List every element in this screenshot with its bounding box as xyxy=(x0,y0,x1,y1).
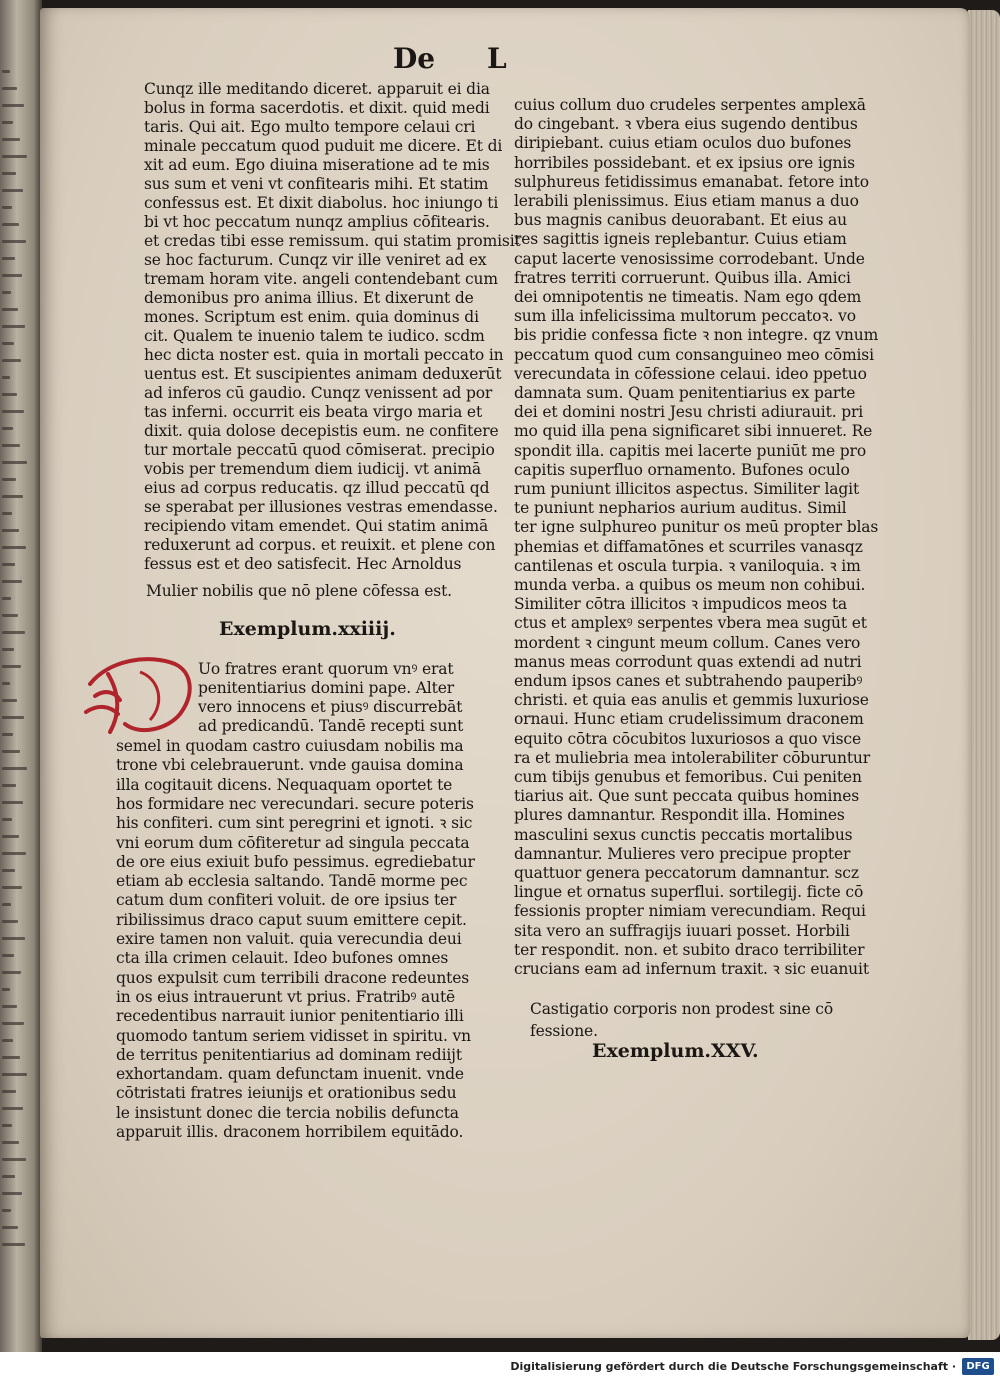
text-line: caput lacerte venosissime corrodebant. Unde xyxy=(514,249,865,268)
page-stack-edge xyxy=(968,10,1000,1340)
previous-page-text-fragment xyxy=(2,478,16,481)
text-line: tiarius ait. Que sunt peccata quibus homines xyxy=(514,787,860,806)
previous-page-text-fragment xyxy=(2,444,20,447)
previous-page-text-fragment xyxy=(2,427,13,430)
text-line: res sagittis igneis replebantur. Cuius etiam xyxy=(514,230,847,249)
previous-page-text-fragment xyxy=(2,733,13,736)
previous-page-text-fragment xyxy=(2,1022,24,1025)
footer-bar xyxy=(0,1352,1000,1383)
text-line: vero innocens et piusꝰ discurrebāt xyxy=(198,698,463,716)
previous-page-text-fragment xyxy=(2,1192,22,1195)
text-line: fratres territi corruerunt. Quibus illa. Amici xyxy=(514,268,851,287)
previous-page-text-fragment xyxy=(2,1073,27,1076)
decorated-initial xyxy=(80,654,200,736)
previous-page-text-fragment xyxy=(2,767,27,770)
previous-page-text-fragment xyxy=(2,563,15,566)
text-line: fessus est et deo satisfecit. Hec Arnoldus xyxy=(144,555,462,573)
previous-page-text-fragment xyxy=(2,1158,26,1161)
text-line: dixit. quia dolose decepistis eum. ne confitere xyxy=(144,422,499,440)
text-line: plures damnantur. Respondit illa. Homines xyxy=(514,806,845,825)
text-line: cantilenas et oscula turpia. ꝛ vaniloquia. ꝛ im xyxy=(514,556,861,575)
previous-page-text-fragment xyxy=(2,801,23,804)
text-line: bi vt hoc peccatum nunqz amplius cōfitearis. xyxy=(144,213,490,231)
text-line: eius ad corpus reducatis. qz illud peccatū qd xyxy=(144,479,490,497)
running-head-right: L xyxy=(487,42,507,75)
text-line: munda verba. a quibus os meum non cohibui. xyxy=(514,576,866,594)
previous-page-text-fragment xyxy=(2,138,20,141)
previous-page-text-fragment xyxy=(2,240,26,243)
previous-page-text-fragment xyxy=(2,155,27,158)
previous-page-text-fragment xyxy=(2,1090,16,1093)
previous-page-text-fragment xyxy=(2,699,17,702)
dfg-logo: DFG xyxy=(962,1358,994,1375)
previous-page-text-fragment xyxy=(2,954,14,957)
previous-page-text-fragment xyxy=(2,1175,15,1178)
text-line: tas inferni. occurrit eis beata virgo maria et xyxy=(144,403,483,421)
text-line: recipiendo vitam emendet. Qui statim animā xyxy=(144,517,489,535)
text-line: damnantur. Mulieres vero precipue propter xyxy=(514,844,851,863)
previous-page-text-fragment xyxy=(2,1243,25,1246)
text-line: sita vero an suffragijs iuuari posset. Horbili xyxy=(514,921,850,940)
text-line: fessionis propter nimiam verecundiam. Requi xyxy=(514,902,866,921)
previous-page-text-fragment xyxy=(2,257,15,260)
previous-page-text-fragment xyxy=(2,393,17,396)
text-line: crucians eam ad infernum traxit. ꝛ sic euanuit xyxy=(514,960,869,978)
exemplum-heading-25: Exemplum.XXV. xyxy=(592,1040,759,1062)
previous-page-text-fragment xyxy=(2,206,12,209)
text-line: le insistunt donec die tercia nobilis defuncta xyxy=(116,1103,459,1122)
previous-page-text-fragment xyxy=(2,376,10,379)
previous-page-text-fragment xyxy=(2,818,12,821)
previous-page-text-fragment xyxy=(2,1056,20,1059)
text-line: damnata sum. Quam penitentiarius ex parte xyxy=(514,384,856,402)
text-line: quattuor genera peccatorum damnantur. scz xyxy=(514,864,859,882)
text-line: confessus est. Et dixit diabolus. hoc iniungo ti xyxy=(144,194,499,212)
running-head-left: De xyxy=(393,42,436,75)
text-line: endum ipsos canes et subtrahendo pauperibꝰ xyxy=(514,672,863,690)
previous-page-text-fragment xyxy=(2,937,25,940)
text-line: bis pridie confessa ficte ꝛ non integre. qz vnum xyxy=(514,326,879,345)
previous-page-text-fragment xyxy=(2,784,16,787)
text-line: hec dicta noster est. quia in mortali peccato in xyxy=(144,346,504,364)
previous-page-text-fragment xyxy=(2,852,26,855)
text-line: spondit illa. capitis mei lacerte puniūt me pro xyxy=(514,441,867,460)
text-line: se hoc facturum. Cunqz vir ille veniret ad ex xyxy=(144,251,487,269)
previous-page-text-fragment xyxy=(2,291,11,294)
previous-page-text-fragment xyxy=(2,70,10,73)
text-line: ad predicandū. Tandē recepti sunt xyxy=(198,717,464,735)
previous-page-text-fragment xyxy=(2,121,13,124)
text-line: xit ad eum. Ego diuina miseratione ad te mis xyxy=(144,156,490,174)
text-line: penitentiarius domini pape. Alter xyxy=(198,679,454,697)
previous-page-text-fragment xyxy=(2,648,14,651)
text-line: catum dum confiteri voluit. de ore ipsius ter xyxy=(116,891,457,910)
text-line: capitis superfluo ornamento. Bufones oculo xyxy=(514,460,850,479)
previous-page-text-fragment xyxy=(2,1039,13,1042)
text-line: Cunqz ille meditando diceret. apparuit ei dia xyxy=(144,80,490,98)
previous-page-edge xyxy=(0,0,42,1352)
text-line: etiam ab ecclesia saltando. Tandē morme pec xyxy=(116,872,468,891)
previous-page-text-fragment xyxy=(2,410,24,413)
previous-page-text-fragment xyxy=(2,546,26,549)
previous-page-text-fragment xyxy=(2,631,25,634)
previous-page-text-fragment xyxy=(2,869,15,872)
text-line: sus sum et veni vt confitearis mihi. Et statim xyxy=(144,175,489,193)
previous-page-text-fragment xyxy=(2,682,10,685)
text-line: quos expulsit cum terribili dracone redeuntes xyxy=(116,968,470,987)
text-line: uentus est. Et suscipientes animam deduxerūt xyxy=(144,365,502,383)
previous-page-text-fragment xyxy=(2,87,17,90)
text-line: peccatum quod cum consanguineo meo cōmisi xyxy=(514,345,874,364)
text-line: taris. Qui ait. Ego multo tempore celaui cri xyxy=(144,118,476,136)
exemplum-heading-24: Exemplum.xxiiij. xyxy=(219,618,396,640)
text-line: cum tibijs genubus et femoribus. Cui peniten xyxy=(514,768,862,786)
text-line: se sperabat per illusiones vestras emendasse. xyxy=(144,498,498,516)
text-line: verecundata in cōfessione celaui. ideo ppetuo xyxy=(514,364,867,383)
text-line: hos formidare nec verecundari. secure poteris xyxy=(116,794,474,813)
text-line: et credas tibi esse remissum. qui statim promisit xyxy=(144,232,521,250)
footer-credit: Digitalisierung gefördert durch die Deutsche Forschungsgemeinschaft · xyxy=(510,1360,956,1373)
text-line: sulphureus fetidissimus emanabat. fetore into xyxy=(514,172,869,191)
previous-page-text-fragment xyxy=(2,172,16,175)
previous-page-text-fragment xyxy=(2,359,21,362)
text-line: phemias et diffamatōnes et scurriles vanasqz xyxy=(514,537,863,556)
text-line: exire tamen non valuit. quia verecundia deui xyxy=(116,930,462,948)
text-line: do cingebant. ꝛ vbera eius sugendo dentibus xyxy=(514,115,858,134)
previous-page-text-fragment xyxy=(2,1005,17,1008)
text-line: ctus et amplexꝰ serpentes vbera mea sugūt et xyxy=(514,614,867,633)
text-line: semel in quodam castro cuiusdam nobilis ma xyxy=(116,737,464,755)
text-line: diripiebant. cuius etiam oculos duo bufones xyxy=(514,134,852,153)
text-line: bolus in forma sacerdotis. et dixit. quid medi xyxy=(144,99,490,117)
text-line: te puniunt nepharios aurium auditus. Simil xyxy=(514,499,847,518)
text-line: ornaui. Hunc etiam crudelissimum draconem xyxy=(514,710,864,729)
text-line: cōtristati fratres ieiunijs et orationibus sedu xyxy=(116,1084,457,1103)
text-line: ra et muliebria mea intolerabiliter cōburuntur xyxy=(514,748,870,767)
text-line: equito cōtra cōcubitos luxuriosos a quo visce xyxy=(514,729,861,748)
previous-page-text-fragment xyxy=(2,342,14,345)
previous-page-text-fragment xyxy=(2,529,19,532)
text-line: manus meas corrodunt quas extendi ad nutri xyxy=(514,652,862,671)
previous-page-text-fragment xyxy=(2,104,24,107)
text-line: ad inferos cū gaudio. Cunqz venissent ad por xyxy=(144,384,493,402)
text-line: vobis per tremendum diem iudicij. vt animā xyxy=(144,460,482,478)
previous-page-text-fragment xyxy=(2,716,24,719)
text-line: Similiter cōtra illicitos ꝛ impudicos meos ta xyxy=(514,595,848,614)
previous-page-text-fragment xyxy=(2,665,21,668)
text-line: exhortandam. quam defunctam inuenit. vnde xyxy=(116,1065,464,1084)
text-line: trone vbi celebrauerunt. vnde gauisa domina xyxy=(116,756,464,775)
text-line: ribilissimus draco caput suum emittere cepit. xyxy=(116,910,467,929)
previous-page-text-fragment xyxy=(2,1209,11,1212)
previous-page-text-fragment xyxy=(2,1107,23,1110)
text-line: his confiteri. cum sint peregrini et ignoti. ꝛ sic xyxy=(116,814,473,833)
text-line: demonibus pro anima illius. Et dixerunt de xyxy=(144,289,474,307)
previous-page-text-fragment xyxy=(2,512,12,515)
rubric-left: Mulier nobilis que nō plene cōfessa est. xyxy=(146,582,452,600)
text-line: cta illa crimen celauit. Ideo bufones omnes xyxy=(116,949,449,968)
previous-page-text-fragment xyxy=(2,920,18,923)
previous-page-text-fragment xyxy=(2,1124,12,1127)
text-line: mones. Scriptum est enim. quia dominus di xyxy=(144,308,479,326)
text-line: masculini sexus cunctis peccatis mortalibus xyxy=(514,825,853,844)
text-line: ter respondit. non. et subito draco terribiliter xyxy=(514,940,865,959)
text-line: rum puniunt illicitos aspectus. Similiter lagit xyxy=(514,480,860,498)
text-line: tur mortale peccatū quod cōmiserat. precipio xyxy=(144,441,495,459)
text-line: ter igne sulphureo punitur os meū propter blas xyxy=(514,518,879,537)
previous-page-text-fragment xyxy=(2,580,22,583)
rubric-line: Castigatio corporis non prodest sine cō xyxy=(530,1000,834,1018)
rubric-line: fessione. xyxy=(530,1022,598,1040)
text-line: quomodo tantum seriem vidisset in spiritu. vn xyxy=(116,1026,471,1045)
previous-page-text-fragment xyxy=(2,835,19,838)
previous-page-text-fragment xyxy=(2,971,21,974)
previous-page-text-fragment xyxy=(2,614,18,617)
text-line: reduxerunt ad corpus. et reuixit. et plene con xyxy=(144,536,496,554)
text-line: mo quid illa pena significaret sibi innueret. Re xyxy=(514,422,873,441)
previous-page-text-fragment xyxy=(2,308,18,311)
previous-page-text-fragment xyxy=(2,274,22,277)
text-line: dei et domini nostri Jesu christi adiurauit. pri xyxy=(514,403,864,422)
previous-page-text-fragment xyxy=(2,189,23,192)
text-line: de territus penitentiarius ad dominam rediijt xyxy=(116,1045,462,1064)
text-line: christi. et quia eas anulis et gemmis luxuriose xyxy=(514,691,869,710)
text-line: lerabili plenissimus. Eius etiam manus a duo xyxy=(514,192,859,210)
previous-page-text-fragment xyxy=(2,1226,18,1229)
text-line: minale peccatum quod puduit me dicere. Et di xyxy=(144,137,503,155)
text-line: horribiles possidebant. et ex ipsius ore ignis xyxy=(514,153,855,172)
text-line: dei omnipotentis ne timeatis. Nam ego qdem xyxy=(514,288,862,306)
text-line: illa cogitauit dicens. Nequaquam oportet te xyxy=(116,775,453,794)
previous-page-text-fragment xyxy=(2,988,10,991)
text-line: in os eius intrauerunt vt prius. Fratribꝰ autē xyxy=(116,987,456,1006)
previous-page-text-fragment xyxy=(2,325,25,328)
text-line: Uo fratres erant quorum vnꝰ erat xyxy=(198,660,454,678)
previous-page-text-fragment xyxy=(2,886,22,889)
text-line: apparuit illis. draconem horribilem equitādo. xyxy=(116,1123,464,1141)
text-line: cit. Qualem te inuenio talem te iudico. scdm xyxy=(144,327,485,345)
previous-page-text-fragment xyxy=(2,750,20,753)
text-line: recedentibus narrauit iunior penitentiario illi xyxy=(116,1007,464,1026)
text-line: vni eorum dum cōfiteretur ad singula peccata xyxy=(116,833,470,852)
previous-page-text-fragment xyxy=(2,597,11,600)
previous-page-text-fragment xyxy=(2,1141,19,1144)
text-line: sum illa infelicissima multorum peccatoꝛ. vo xyxy=(514,307,856,326)
text-line: de ore eius exiuit bufo pessimus. egrediebatur xyxy=(116,852,475,871)
previous-page-text-fragment xyxy=(2,461,27,464)
text-line: bus magnis canibus deuorabant. Et eius au xyxy=(514,211,847,230)
text-line: mordent ꝛ cingunt meum collum. Canes vero xyxy=(514,633,861,652)
text-line: lingue et ornatus superflui. sortilegij. ficte cō xyxy=(514,883,864,902)
text-line: cuius collum duo crudeles serpentes amplexā xyxy=(514,96,866,114)
previous-page-text-fragment xyxy=(2,903,11,906)
previous-page-text-fragment xyxy=(2,495,23,498)
previous-page-text-fragment xyxy=(2,223,19,226)
text-line: tremam horam vite. angeli contendebant cum xyxy=(144,270,498,288)
